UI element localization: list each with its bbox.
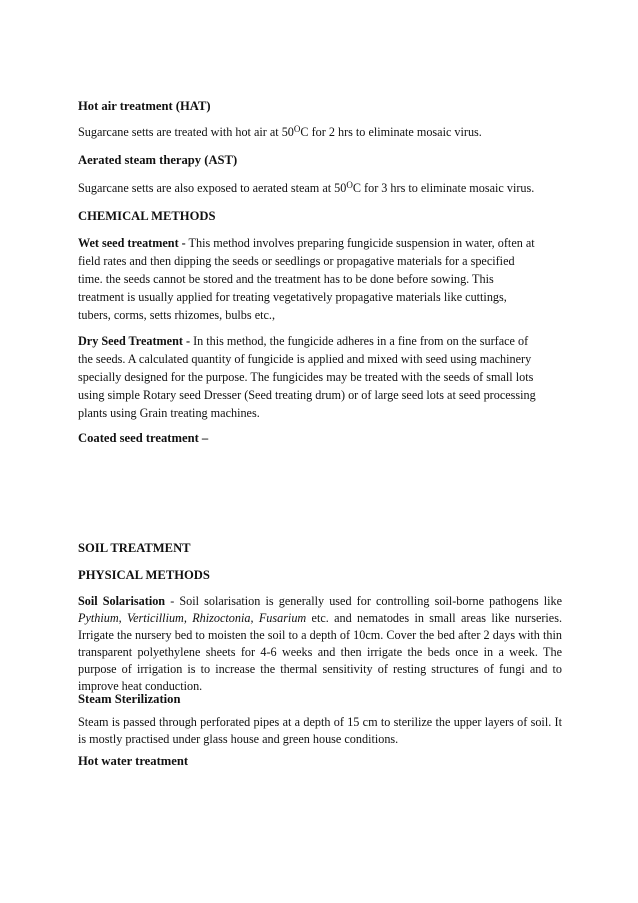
chemical-methods-heading: CHEMICAL METHODS (78, 209, 216, 223)
soil-treatment-heading: SOIL TREATMENT (78, 541, 191, 555)
ast-text-after: C for 3 hrs to eliminate mosaic virus. (352, 181, 535, 195)
wet-line-5: tubers, corms, setts rhizomes, bulbs etc., (78, 308, 275, 322)
dry-line-5: plants using Grain treating machines. (78, 406, 260, 420)
pathogen-names: Pythium, Verticillium, Rhizoctonia, Fusarium (78, 611, 307, 625)
wet-line-1 (78, 234, 562, 252)
wet-seed-label: Wet seed treatment - (78, 236, 186, 250)
hat-degree-sup: O (293, 124, 301, 134)
solarisation-text-2: etc. and nematodes in small areas like nurseries. Irrigate the nursery bed to moisten the soil to a depth of 10cm. Cover the bed after 2 days with thin transparent polyethylene sheets for 4-6 weeks and then irrigate the beds once in a week. The purpose of irrigation is to increase the thermal sensitivity of resting structures of fungi and to improve heat conduction. (78, 611, 562, 693)
coated-seed-heading: Coated seed treatment – (78, 431, 209, 445)
hot-water-treatment-heading: Hot water treatment (78, 754, 189, 768)
soil-solarisation-label: Soil Solarisation (78, 594, 166, 608)
wet-seed-paragraph (78, 234, 562, 324)
ast-degree-sup: O (346, 180, 353, 190)
hat-paragraph (78, 123, 562, 141)
soil-solarisation-paragraph (78, 593, 562, 695)
dry-seed-paragraph (78, 332, 562, 422)
ast-paragraph (78, 179, 562, 197)
dry-line-2: the seeds. A calculated quantity of fungicide is applied and mixed with seed using machinery (78, 352, 532, 366)
dry-line-4: using simple Rotary seed Dresser (Seed treating drum) or of large seed lots at seed processing (78, 388, 536, 402)
wet-line-4: treatment is usually applied for treating vegetatively propagative materials like cuttings, (78, 290, 507, 304)
ast-text-before: Sugarcane setts are also exposed to aerated steam at 50 (78, 181, 347, 195)
ast-heading: Aerated steam therapy (AST) (78, 153, 238, 167)
dry-line-1 (78, 332, 562, 350)
solarisation-text-1: - Soil solarisation is generally used for controlling soil-borne pathogens like (165, 594, 562, 608)
wet-line-1-text: This method involves preparing fungicide suspension in water, often at (185, 236, 535, 250)
dry-line-3: specially designed for the purpose. The fungicides may be treated with the seeds of small lots (78, 370, 534, 384)
physical-methods-heading: PHYSICAL METHODS (78, 568, 210, 582)
dry-line-1-text: In this method, the fungicide adheres in a fine from on the surface of (190, 334, 529, 348)
wet-line-3: time. the seeds cannot be stored and the treatment has to be done before sowing. This (78, 272, 494, 286)
hat-text-after: C for 2 hrs to eliminate mosaic virus. (300, 125, 482, 139)
wet-line-2: field rates and then dipping the seeds or seedlings or propagative materials for a specified (78, 254, 515, 268)
steam-sterilization-heading: Steam Sterilization (78, 692, 181, 706)
hat-heading: Hot air treatment (HAT) (78, 99, 211, 113)
hat-text-before: Sugarcane setts are treated with hot air at 50 (78, 125, 294, 139)
dry-seed-label: Dry Seed Treatment - (78, 334, 191, 348)
steam-sterilization-paragraph: Steam is passed through perforated pipes at a depth of 15 cm to sterilize the upper layers of soil. It is mostly practised under glass house and green house conditions. (78, 715, 562, 746)
